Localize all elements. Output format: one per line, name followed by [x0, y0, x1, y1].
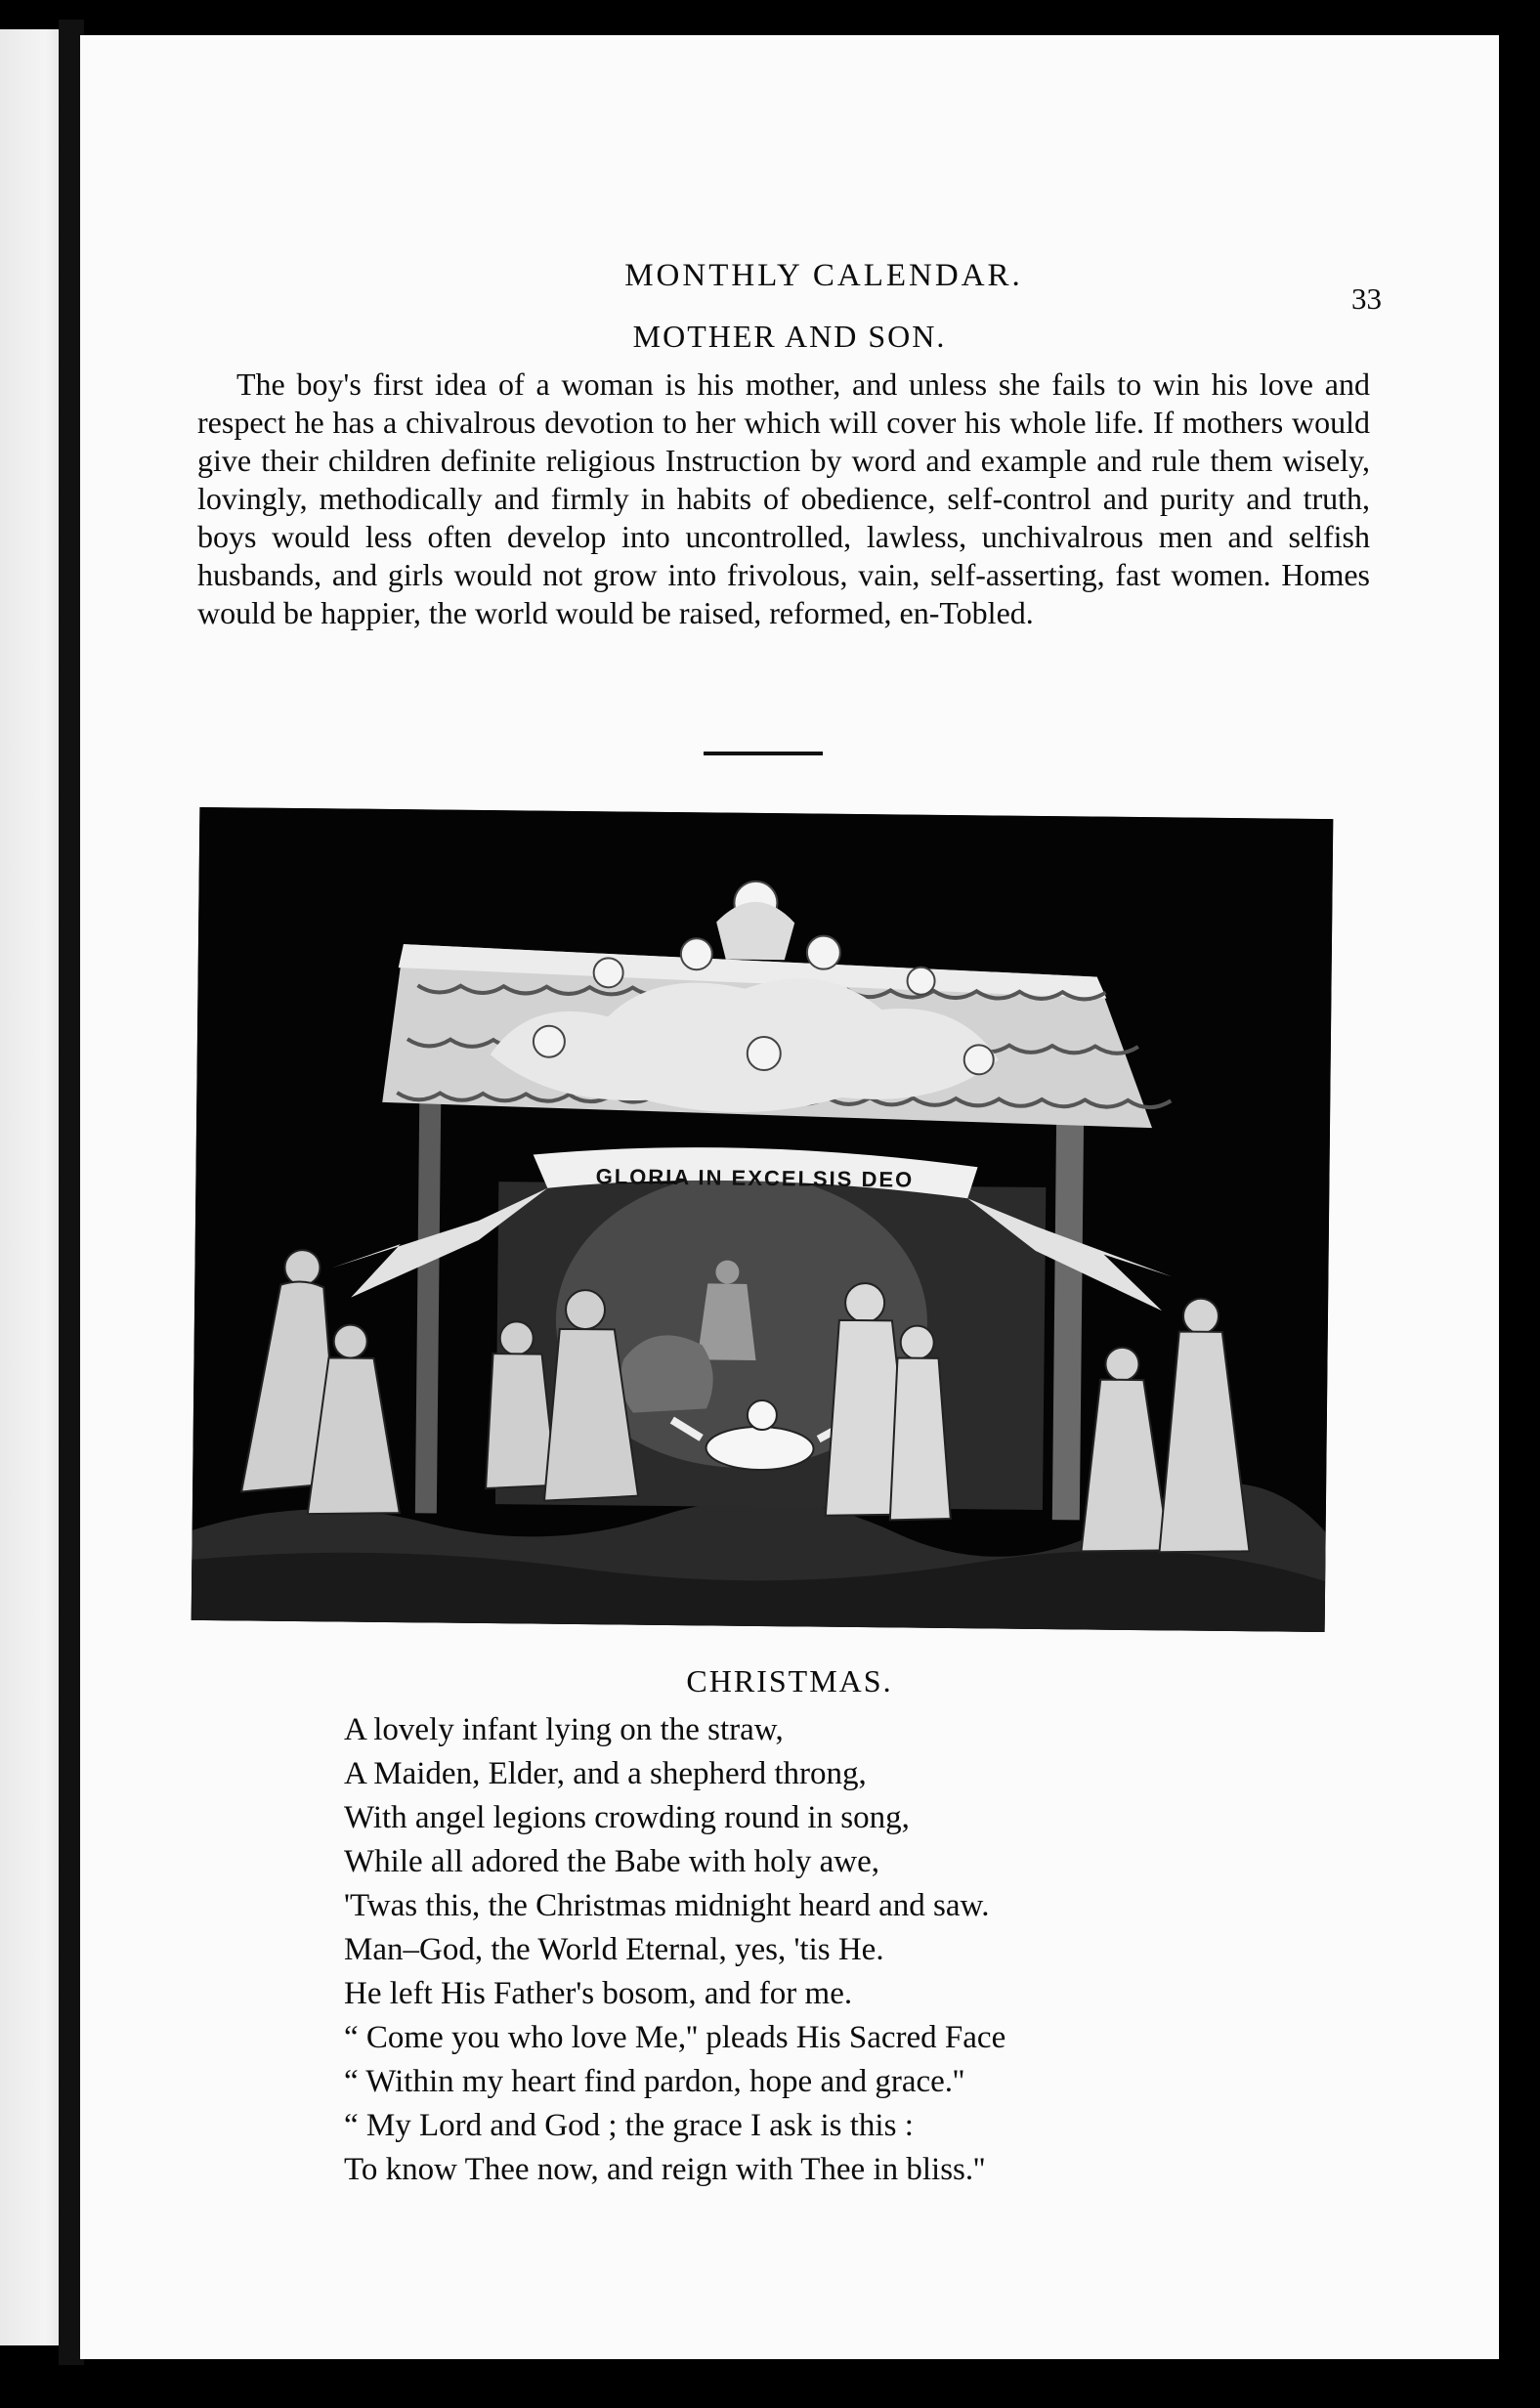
poem-line: A lovely infant lying on the straw,: [344, 1712, 784, 1747]
christmas-poem: [344, 1708, 1282, 2192]
poem-line: To know Thee now, and reign with Thee in bliss.'': [344, 2152, 986, 2187]
nativity-scene-illustration: [192, 807, 1334, 1632]
mother-and-son-body: The boy's first idea of a woman is his mother, and unless she fails to win his love and respect he has a chivalrous devotion to her which will cover his whole life. If mothers would give their children definite religious Instruction by word and example and rule them wisely, lovingly, methodically and firmly in habits of obedience, self-control and purity and truth, boys would less often develop into uncontrolled, lawless, unchivalrous men and selfish husbands, and girls would not grow into frivolous, vain, self-asserting, fast women. Homes would be happier, the world would be raised, reformed, en-Tobled.: [197, 366, 1370, 630]
running-head-text: MONTHLY CALENDAR.: [624, 258, 1023, 293]
book-page: [80, 35, 1499, 2359]
christmas-title: CHRISTMAS.: [686, 1663, 893, 1698]
nativity-scene-photo: [192, 807, 1334, 1632]
poem-line: 'Twas this, the Christmas midnight heard and saw.: [344, 1888, 990, 1923]
poem-line: With angel legions crowding round in song,: [344, 1800, 910, 1835]
poem-line: While all adored the Babe with holy awe,: [344, 1844, 879, 1879]
banner-text: GLORIA IN EXCELSIS DEO: [595, 1164, 915, 1192]
section-divider: [704, 752, 823, 755]
poem-line: A Maiden, Elder, and a shepherd throng,: [344, 1756, 867, 1791]
poem-line: He left His Father's bosom, and for me.: [344, 1976, 853, 2011]
poem-line: Man–God, the World Eternal, yes, 'tis He.: [344, 1932, 884, 1967]
running-head: [80, 258, 1499, 294]
poem-line: “ Within my heart find pardon, hope and grace.'': [344, 2064, 964, 2099]
poem-line: “ My Lord and God ; the grace I ask is this :: [344, 2108, 914, 2143]
mother-and-son-title: MOTHER AND SON.: [632, 319, 947, 354]
poem-line: “ Come you who love Me,'' pleads His Sacred Face: [344, 2020, 1006, 2055]
page-number: 33: [1351, 281, 1382, 316]
